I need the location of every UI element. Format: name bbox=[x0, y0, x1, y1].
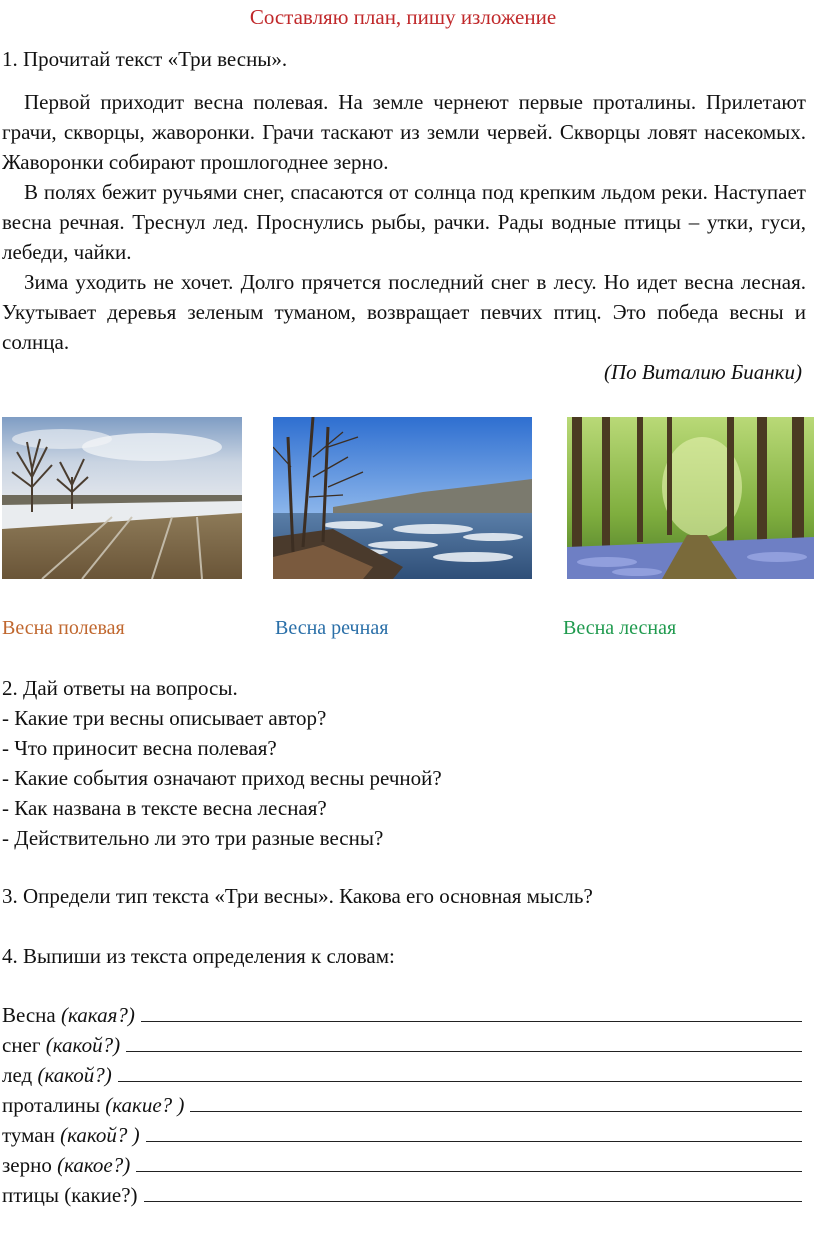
task4-heading: 4. Выпиши из текста определения к словам: bbox=[2, 944, 395, 968]
answer-line[interactable] bbox=[141, 1000, 802, 1022]
definition-row bbox=[2, 1180, 802, 1210]
answer-line[interactable] bbox=[190, 1090, 802, 1112]
question-item: - Как названа в тексте весна лесная? bbox=[2, 796, 327, 820]
question-item: - Какие три весны описывает автор? bbox=[2, 706, 327, 730]
task2-block bbox=[2, 673, 442, 853]
task3-heading: 3. Определи тип текста «Три весны». Какова его основная мысль? bbox=[2, 884, 593, 908]
row-word: птицы (какие?) bbox=[2, 1183, 138, 1207]
answer-line[interactable] bbox=[118, 1060, 802, 1082]
field-spring-photo bbox=[2, 417, 242, 579]
caption-field-spring: Весна полевая bbox=[2, 617, 125, 639]
row-hint: (какой?) bbox=[45, 1033, 121, 1057]
row-hint: (какое?) bbox=[57, 1153, 131, 1177]
answer-line[interactable] bbox=[146, 1120, 802, 1142]
definition-row bbox=[2, 1090, 802, 1120]
definition-row bbox=[2, 1030, 802, 1060]
page-title: Составляю план, пишу изложение bbox=[249, 5, 557, 29]
row-word: снег bbox=[2, 1033, 46, 1057]
caption-river-spring: Весна речная bbox=[275, 617, 389, 639]
row-hint: (какой?) bbox=[37, 1063, 112, 1087]
row-hint: (какой? ) bbox=[60, 1123, 140, 1147]
question-item: - Что приносит весна полевая? bbox=[2, 736, 277, 760]
definition-rows bbox=[2, 1000, 802, 1210]
story-paragraph: В полях бежит ручьями снег, спасаются от солнца под крепким льдом реки. Наступает весна речная. Треснул лед. Проснулись рыбы, рачки. Рады водные птицы – утки, гуси, лебеди, чайки. bbox=[2, 180, 806, 264]
story-text bbox=[2, 87, 806, 357]
row-word: туман bbox=[2, 1123, 61, 1147]
question-item: - Какие события означают приход весны речной? bbox=[2, 766, 442, 790]
row-hint: (какая?) bbox=[60, 1003, 135, 1027]
caption-forest-spring: Весна лесная bbox=[563, 617, 677, 639]
story-paragraph: Зима уходить не хочет. Долго прячется последний снег в лесу. Но идет весна лесная. Укутывает деревья зеленым туманом, возвращает певчих птиц. Это победа весны и солнца. bbox=[2, 270, 806, 354]
definition-row bbox=[2, 1120, 802, 1150]
task2-heading: 2. Дай ответы на вопросы. bbox=[2, 676, 238, 700]
answer-line[interactable] bbox=[126, 1030, 802, 1052]
author-attribution: (По Виталию Бианки) bbox=[604, 360, 802, 384]
forest-spring-photo bbox=[567, 417, 814, 579]
row-word: проталины bbox=[2, 1093, 106, 1117]
definition-row bbox=[2, 1150, 802, 1180]
row-word: лед bbox=[2, 1063, 38, 1087]
row-word: зерно bbox=[2, 1153, 58, 1177]
river-spring-photo bbox=[273, 417, 532, 579]
row-word: Весна bbox=[2, 1003, 61, 1027]
row-hint: (какие? ) bbox=[105, 1093, 185, 1117]
answer-line[interactable] bbox=[144, 1180, 802, 1202]
definition-row bbox=[2, 1060, 802, 1090]
answer-line[interactable] bbox=[136, 1150, 802, 1172]
task1-heading: 1. Прочитай текст «Три весны». bbox=[2, 47, 288, 71]
definition-row bbox=[2, 1000, 802, 1030]
story-paragraph: Первой приходит весна полевая. На земле чернеют первые проталины. Прилетают грачи, скворцы, жаворонки. Грачи таскают из земли червей. Скворцы ловят насекомых. Жаворонки собирают прошлогоднее зерно. bbox=[2, 90, 806, 174]
question-item: - Действительно ли это три разные весны? bbox=[2, 826, 384, 850]
